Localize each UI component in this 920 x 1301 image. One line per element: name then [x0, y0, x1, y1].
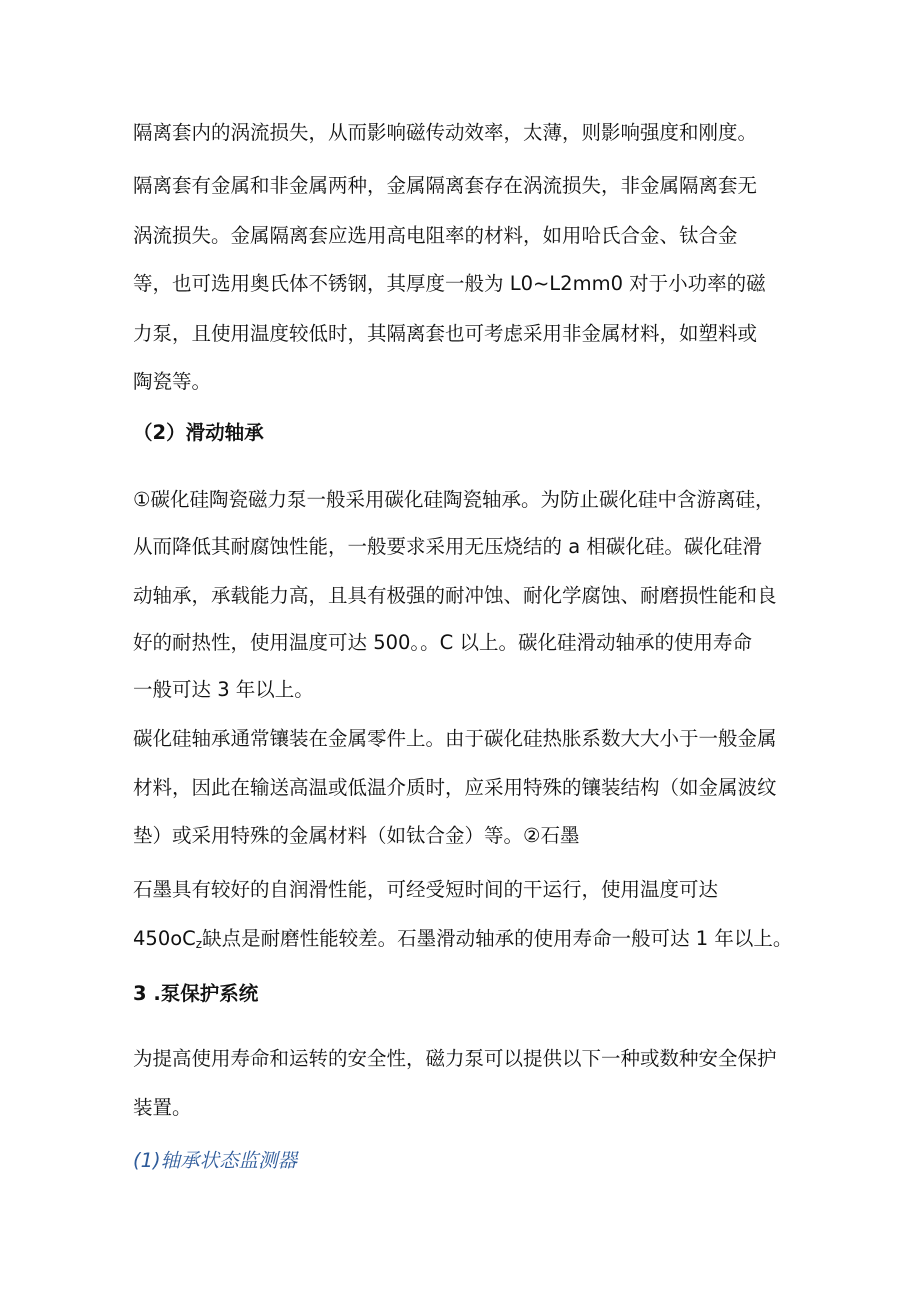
paragraph-line: 一般可达 3 年以上。 — [133, 678, 314, 701]
section-heading-pump-protection: 3 .泵保护系统 — [133, 982, 259, 1005]
paragraph-line: 从而降低其耐腐蚀性能，一般要求采用无压烧结的 a 相碳化硅。碳化硅滑 — [133, 535, 762, 558]
paragraph-line: 动轴承，承载能力高，且具有极强的耐冲蚀、耐化学腐蚀、耐磨损性能和良 — [133, 584, 777, 607]
paragraph-line: 垫）或采用特殊的金属材料（如钛合金）等。②石墨 — [133, 824, 580, 847]
paragraph-line: 隔离套内的涡流损失，从而影响磁传动效率，太薄，则影响强度和刚度。 — [133, 121, 758, 144]
paragraph-line: 陶瓷等。 — [133, 370, 212, 393]
section-heading-sliding-bearing: （2）滑动轴承 — [133, 421, 264, 444]
paragraph-line: 好的耐热性，使用温度可达 500。。C 以上。碳化硅滑动轴承的使用寿命 — [133, 631, 752, 654]
paragraph-line: 涡流损失。金属隔离套应选用高电阻率的材料，如用哈氏合金、钛合金 — [133, 224, 738, 247]
subscript-mark: z — [195, 937, 203, 951]
paragraph-line: 力泵，且使用温度较低时，其隔离套也可考虑采用非金属材料，如塑料或 — [133, 322, 758, 345]
paragraph-line: ①碳化硅陶瓷磁力泵一般采用碳化硅陶瓷轴承。为防止碳化硅中含游离硅， — [133, 488, 775, 511]
paragraph-text: 缺点是耐磨性能较差。石墨滑动轴承的使用寿命一般可达 1 年以上。 — [202, 927, 793, 950]
paragraph-line: 隔离套有金属和非金属两种，金属隔离套存在涡流损失，非金属隔离套无 — [133, 174, 758, 197]
paragraph-line: 等，也可选用奥氏体不锈钢，其厚度一般为 L0~L2mm0 对于小功率的磁 — [133, 272, 766, 295]
paragraph-line — [133, 927, 792, 956]
subsection-heading-bearing-monitor: (1)轴承状态监测器 — [133, 1149, 298, 1172]
paragraph-line: 装置。 — [133, 1096, 192, 1119]
temperature-value: 450oC — [133, 927, 196, 950]
paragraph-line: 材料，因此在输送高温或低温介质时，应采用特殊的镶装结构（如金属波纹 — [133, 776, 777, 799]
paragraph-line: 碳化硅轴承通常镶装在金属零件上。由于碳化硅热胀系数大大小于一般金属 — [133, 727, 777, 750]
paragraph-line: 石墨具有较好的自润滑性能，可经受短时间的干运行，使用温度可达 — [133, 878, 719, 901]
paragraph-line: 为提高使用寿命和运转的安全性，磁力泵可以提供以下一种或数种安全保护 — [133, 1047, 777, 1070]
